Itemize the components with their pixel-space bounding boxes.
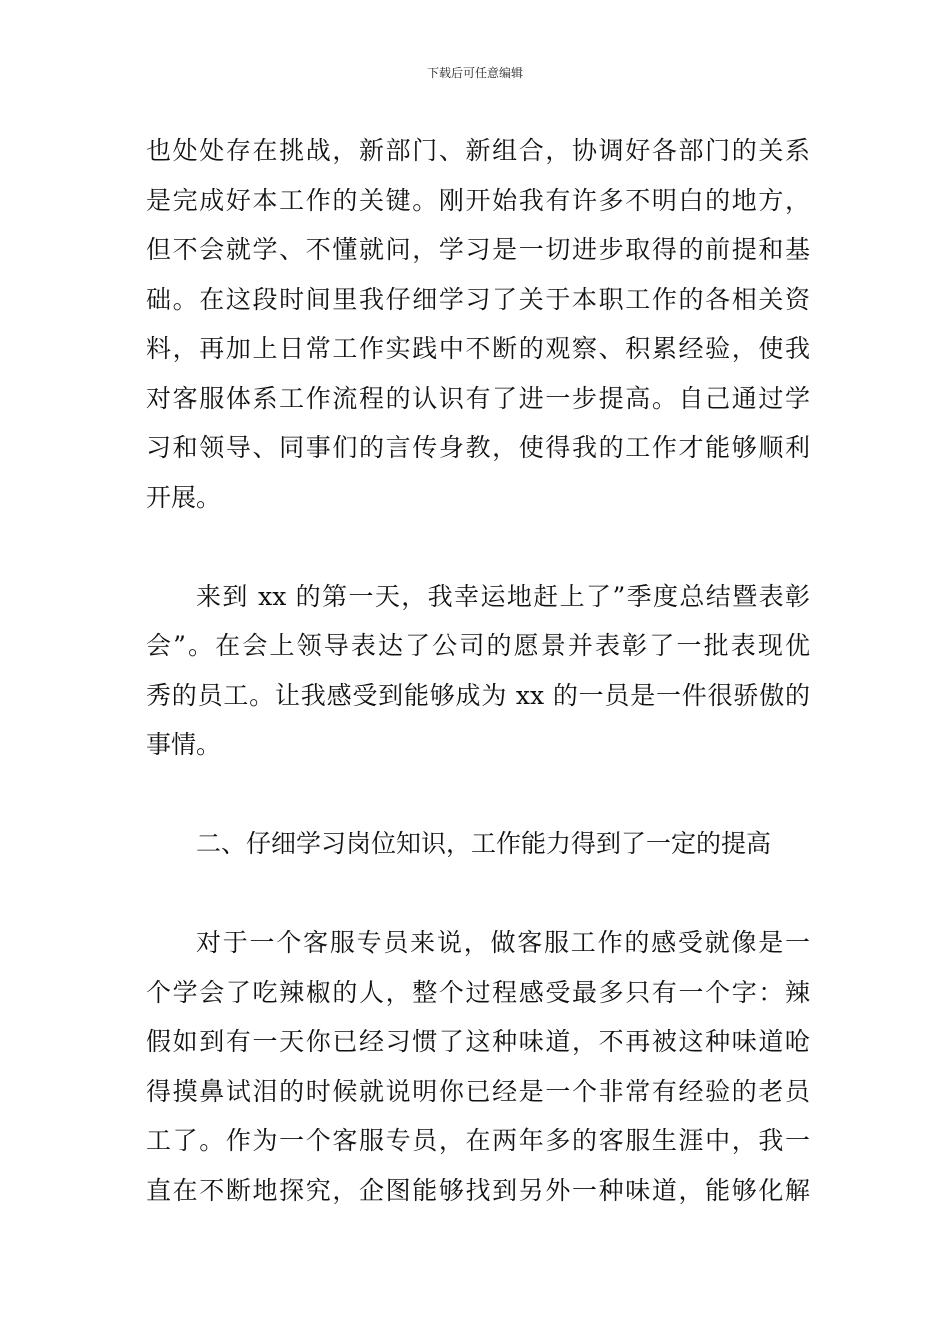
paragraph-2 [146, 572, 810, 770]
section-heading-text: 二、仔细学习岗位知识，工作能力得到了一定的提高 [196, 829, 772, 858]
text-line: 秀的员工。让我感受到能够成为 xx 的一员是一件很骄傲的 [146, 680, 810, 710]
text-line: 假如到有一天你已经习惯了这种味道，不再被这种味道呛 [146, 1027, 810, 1056]
text-line: 习和领导、同事们的言传身教，使得我的工作才能够顺利 [146, 433, 810, 462]
text-line: 对客服体系工作流程的认识有了进一步提高。自己通过学 [146, 383, 810, 413]
text-line: 事情。 [146, 730, 222, 759]
paragraph-spacer [146, 869, 810, 919]
text-line: 直在不断地探究，企图能够找到另外一种味道，能够化解 [146, 1175, 810, 1205]
text-line: 料，再加上日常工作实践中不断的观察、积累经验，使我 [146, 334, 810, 363]
text-line: 得摸鼻试泪的时候就说明你已经是一个非常有经验的老员 [146, 1076, 810, 1106]
text-line: 开展。 [146, 482, 222, 512]
paragraph-3 [146, 918, 810, 1215]
text-line: 是完成好本工作的关键。刚开始我有许多不明白的地方， [146, 185, 810, 215]
paragraph-spacer [146, 522, 810, 572]
document-body [146, 126, 810, 1215]
text-line: 会”。在会上领导表达了公司的愿景并表彰了一批表现优 [146, 631, 810, 660]
text-line: 础。在这段时间里我仔细学习了关于本职工作的各相关资 [146, 284, 810, 314]
text-line: 来到 xx 的第一天，我幸运地赶上了”季度总结暨表彰 [196, 581, 810, 611]
text-line: 对于一个客服专员来说，做客服工作的感受就像是一 [196, 928, 810, 957]
text-line: 工了。作为一个客服专员，在两年多的客服生涯中，我一 [146, 1126, 810, 1155]
section-heading [146, 819, 810, 869]
text-line: 也处处存在挑战，新部门、新组合，协调好各部门的关系 [146, 136, 810, 165]
page-header: 下载后可任意编辑 [426, 66, 523, 80]
paragraph-1 [146, 126, 810, 522]
paragraph-spacer [146, 770, 810, 820]
text-line: 但不会就学、不懂就问，学习是一切进步取得的前提和基 [146, 235, 810, 264]
text-line: 个学会了吃辣椒的人，整个过程感受最多只有一个字：辣 [146, 977, 810, 1007]
